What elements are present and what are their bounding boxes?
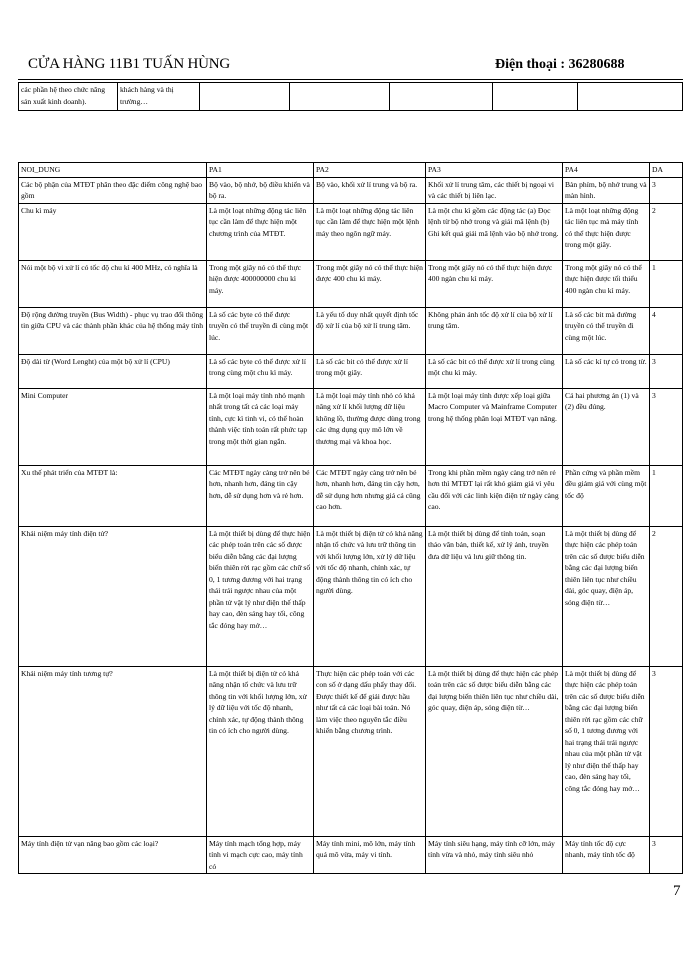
option-pa1-cell: Là một thiết bị điện tử có khả năng nhận tổ chức và lưu trữ thông tin với khối lượng lớn, xử lý dữ liệu với tốc độ nhanh, chính xác, tự động thành thông tin có ích cho người dùng. [207,666,314,836]
table-row [19,354,683,388]
option-pa1-cell: Là số các byte có thể được truyền có thể truyền đi cùng một lúc. [207,307,314,354]
store-name: CỬA HÀNG 11B1 TUẤN HÙNG [28,56,231,72]
question-cell: Khái niệm máy tính điện tử? [19,526,207,666]
question-cell: Máy tính điện tử vạn năng bao gồm các loại? [19,836,207,874]
phone-number: Điện thoại : 36280688 [495,57,625,72]
option-pa3-cell: Là một thiết bị dùng để thực hiện các phép toán trên các số được biểu diễn bằng các đại lượng biến thiên liên tục như chiều dài, góc quay, điện áp, sóng điện từ… [426,666,563,836]
option-pa1-cell: Bộ vào, bộ nhớ, bộ điều khiển và bộ ra. [207,177,314,203]
option-pa4-cell: Là số các kí tự có trong từ. [563,354,650,388]
question-cell: Độ dài từ (Word Lenght) của một bộ xử lí (CPU) [19,354,207,388]
option-pa1-cell: Trong một giây nó có thể thực hiện được 400000000 chu kì máy. [207,260,314,307]
answer-cell: 3 [650,666,683,836]
table-row [19,307,683,354]
option-pa4-cell: Phần cứng và phần mềm đều giảm giá với cùng một tốc độ [563,465,650,526]
answer-cell: 3 [650,836,683,874]
option-pa1-cell: Máy tính mạch tổng hợp, máy tính vi mạch cực cao, máy tính có [207,836,314,874]
option-pa4-cell: Máy tính tốc độ cực nhanh, máy tính tốc độ [563,836,650,874]
answer-cell: 1 [650,260,683,307]
table-row [19,836,683,874]
option-pa2-cell: Là yếu tố duy nhất quyết định tốc độ xử lí của bộ xử lí trung tâm. [314,307,426,354]
table-cell [390,83,493,111]
table-row [19,260,683,307]
option-pa3-cell: Là một chu kì gồm các động tác (a) Đọc lệnh từ bộ nhớ trong và giải mã lệnh (b) Ghi kết quả giải mã lệnh vào bộ nhớ trong. [426,203,563,260]
column-header-pa3: PA3 [426,163,563,178]
column-header-pa4: PA4 [563,163,650,178]
option-pa3-cell: Là số các bit có thể được xử lí trong cùng một chu kì máy. [426,354,563,388]
question-cell: Chu kì máy [19,203,207,260]
option-pa2-cell: Máy tính mini, mô lớn, máy tính quá mô vừa, máy vi tính. [314,836,426,874]
option-pa4-cell: Cả hai phương án (1) và (2) đều đúng. [563,388,650,465]
option-pa4-cell: Là một loạt những động tác liên tục mà máy tính có thể thực hiện được trong một giây. [563,203,650,260]
table-cell: khách hàng và thị trường… [118,83,200,111]
table-row [19,203,683,260]
question-cell: Khái niệm máy tính tương tự? [19,666,207,836]
column-header-pa1: PA1 [207,163,314,178]
option-pa3-cell: Trong khi phần mềm ngày càng trở nên rẻ hơn thì MTĐT lại rất khó giảm giá vì yêu cầu đổi với các linh kiện điện tử ngày càng cao. [426,465,563,526]
continuation-table [18,82,683,111]
question-cell: Xu thế phát triển của MTĐT là: [19,465,207,526]
answer-cell: 3 [650,388,683,465]
option-pa3-cell: Khối xử lí trung tâm, các thiết bị ngoại vi và các thiết bị liên lạc. [426,177,563,203]
table-header-row [19,163,683,178]
option-pa2-cell: Trong một giây nó có thể thực hiện được 400 chu kì máy. [314,260,426,307]
column-header-noi-dung: NOI_DUNG [19,163,207,178]
question-cell: Nói một bộ vi xử lí có tốc độ chu kì 400 MHz, có nghĩa là [19,260,207,307]
option-pa2-cell: Bộ vào, khối xử lí trung và bộ ra. [314,177,426,203]
option-pa4-cell: Là một thiết bị dùng để thực hiện các phép toán trên các số được biểu diễn bằng các đại lượng biến thiên liên tục như chiều dài, góc quay, điện áp, sóng điện từ… [563,526,650,666]
table-row [19,666,683,836]
option-pa3-cell: Là một loại máy tính được xếp loại giữa Macro Computer và Mainframe Computer trong hệ thống phân loại MTĐT vạn năng. [426,388,563,465]
answer-cell: 4 [650,307,683,354]
option-pa2-cell: Là một loại máy tính nhỏ có khả năng xử lí khối lượng dữ liệu không lồ, thường được dùng trong các ứng dụng quy mô lớn về thương mại và khoa học. [314,388,426,465]
table-cell [578,83,683,111]
option-pa2-cell: Là một thiết bị điện tử có khả năng nhận tổ chức và lưu trữ thông tin với khối lượng lớn, xử lý dữ liệu với tốc độ nhanh, chính xác, tự động thành thông tin có ích cho người dùng. [314,526,426,666]
header-rule [18,79,683,80]
option-pa2-cell: Thực hiện các phép toán với các con số ở dạng dấu phẩy thay đổi. Được thiết kế để giải được hầu như tất cả các loại bài toán. Nó làm việc theo nguyên tắc điều khiển bằng chương trình. [314,666,426,836]
option-pa1-cell: Là một thiết bị dùng để thực hiện các phép toán trên các số được biểu diễn bằng các đại lượng biến thiên rời rạc gồm các chữ số 0, 1 tương đương với hai trạng thái trái ngược nhau của một phần tử vật lý như điện thế thấp hay cao, đèn sáng hay tối, công tắc đóng hay mở… [207,526,314,666]
question-cell: Mini Computer [19,388,207,465]
page-number: 7 [673,883,681,899]
answer-cell: 3 [650,354,683,388]
question-table [18,162,683,874]
option-pa1-cell: Các MTĐT ngày càng trở nên bé hơn, nhanh hơn, đáng tin cậy hơn, dễ sử dụng hơn và rẻ hơn. [207,465,314,526]
answer-cell: 2 [650,203,683,260]
option-pa4-cell: Bàn phím, bộ nhớ trung và màn hình. [563,177,650,203]
column-header-pa2: PA2 [314,163,426,178]
table-row [19,83,683,111]
option-pa2-cell: Là số các bit có thể được xử lí trong một giây. [314,354,426,388]
table-cell [493,83,578,111]
answer-cell: 2 [650,526,683,666]
table-cell: các phần hệ theo chức năng sản xuất kinh doanh). [19,83,118,111]
option-pa2-cell: Là một loạt những động tác liên tục cần làm để thực hiện một lệnh máy theo ngôn ngữ máy. [314,203,426,260]
option-pa1-cell: Là một loại máy tính nhỏ mạnh nhất trong tất cả các loại máy tính, cực kì tinh vi, có thể hoàn thành việc tính toán rất phức tạp trong một thời gian ngắn. [207,388,314,465]
table-row [19,526,683,666]
question-cell: Độ rộng đường truyền (Bus Width) - phục vụ trao đổi thông tin giữa CPU và các thành phần khác của hệ thống máy tính [19,307,207,354]
table-cell [290,83,390,111]
option-pa3-cell: Trong một giây nó có thể thực hiện được 400 ngàn chu kì máy. [426,260,563,307]
option-pa4-cell: Trong một giây nó có thể thực hiện được tối thiểu 400 ngàn chu kì máy. [563,260,650,307]
table-row [19,465,683,526]
option-pa1-cell: Là số các byte có thể được xử lí trong cùng một chu kì máy. [207,354,314,388]
option-pa2-cell: Các MTĐT ngày càng trở nên bé hơn, nhanh hơn, đáng tin cậy hơn, dễ sử dụng hơn nhưng giá cả cũng cao hơn. [314,465,426,526]
answer-cell: 3 [650,177,683,203]
table-cell [200,83,290,111]
option-pa4-cell: Là số các bit mà đường truyền có thể truyền đi cùng một lúc. [563,307,650,354]
option-pa3-cell: Không phản ánh tốc độ xử lí của bộ xử lí trung tâm. [426,307,563,354]
table-row [19,177,683,203]
option-pa3-cell: Là một thiết bị dùng để tính toán, soạn thảo văn bản, thiết kế, xử lý ảnh, truyền đưa dữ liệu và lưu giữ thông tin. [426,526,563,666]
option-pa3-cell: Máy tính siêu hạng, máy tính cỡ lớn, máy tính vừa và nhỏ, máy tính siêu nhỏ [426,836,563,874]
answer-cell: 1 [650,465,683,526]
column-header-da: DA [650,163,683,178]
table-row [19,388,683,465]
question-cell: Các bộ phận của MTĐT phân theo đặc điểm công nghệ bao gồm [19,177,207,203]
option-pa1-cell: Là một loạt những động tác liên tục cần làm để thực hiện một chương trình của MTĐT. [207,203,314,260]
option-pa4-cell: Là một thiết bị dùng để thực hiện các phép toán trên các số được biểu diễn bằng các đại lượng biến thiên rời rạc gồm các chữ số 0, 1 tương đương với hai trạng thái trái ngược nhau của một phần tử vật lý như điện thế thấp hay cao, đèn sáng hay tối, công tắc đóng hay mở… [563,666,650,836]
